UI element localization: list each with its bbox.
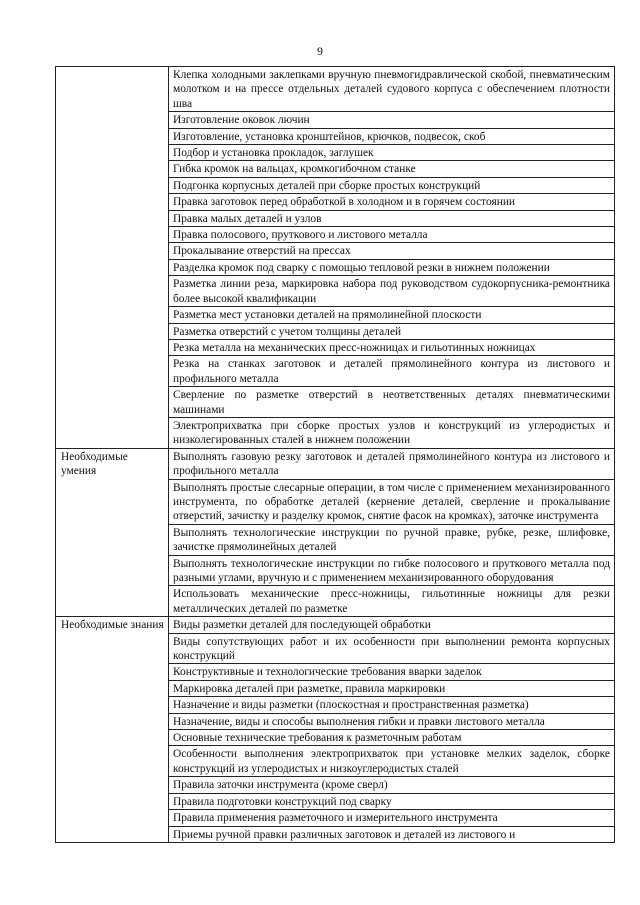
requirement-item: Разметка отверстий с учетом толщины деталей [169,323,615,339]
requirement-item: Гибка кромок на вальцах, кромкогибочном станке [169,161,615,177]
requirement-item: Правка полосового, пруткового и листового металла [169,227,615,243]
requirement-item: Основные технические требования к разметочным работам [169,730,615,746]
requirement-item: Изготовление, установка кронштейнов, крючков, подвесок, скоб [169,128,615,144]
requirement-item: Правила применения разметочного и измерительного инструмента [169,810,615,826]
requirement-item: Виды сопутствующих работ и их особенности при выполнении ремонта корпусных конструкций [169,633,615,664]
requirement-item: Сверление по разметке отверстий в неответственных деталях пневматическими машинами [169,387,615,418]
requirement-item: Резка на станках заготовок и деталей прямолинейного контура из листового и профильного металла [169,356,615,387]
requirement-item: Правка заготовок перед обработкой в холодном и в горячем состоянии [169,194,615,210]
requirement-item: Прокалывание отверстий на прессах [169,243,615,259]
requirement-item: Правила подготовки конструкций под сварку [169,793,615,809]
table-row [56,617,615,633]
requirement-item: Выполнять газовую резку заготовок и деталей прямолинейного контура из листового и профильного металла [169,448,615,479]
requirement-item: Выполнять технологические инструкции по ручной правке, рубке, резке, шлифовке, зачисткe прямолинейных деталей [169,524,615,555]
requirement-item: Виды разметки деталей для последующей обработки [169,617,615,633]
requirement-item: Разметка мест установки деталей на прямолинейной плоскости [169,307,615,323]
table-row [56,67,615,112]
competency-table [55,66,615,843]
requirement-item: Электроприхватка при сборке простых узлов и конструкций из углеродистых и низколегированных сталей в нижнем положении [169,417,615,448]
section-label: Необходимые умения [56,448,169,616]
requirement-item: Особенности выполнения электроприхваток при установке мелких заделок, сборке конструкций из углеродистых и низкоуглеродистых сталей [169,746,615,777]
table-row [56,448,615,479]
requirement-item: Подгонка корпусных деталей при сборке простых конструкций [169,177,615,193]
requirement-item: Разделка кромок под сварку с помощью тепловой резки в нижнем положении [169,259,615,275]
requirement-item: Правка малых деталей и узлов [169,210,615,226]
section-label [56,67,169,449]
requirement-item: Подбор и установка прокладок, заглушек [169,145,615,161]
requirement-item: Назначение, виды и способы выполнения гибки и правки листового металла [169,713,615,729]
requirement-item: Разметка линии реза, маркировка набора под руководством судокорпусника-ремонтника более высокой квалификации [169,276,615,307]
requirement-item: Назначение и виды разметки (плоскостная и пространственная разметка) [169,697,615,713]
requirement-item: Резка металла на механических пресс-ножницах и гильотинных ножницах [169,339,615,355]
requirement-item: Клепка холодными заклепками вручную пневмогидравлической скобой, пневматическим молотком и на прессе отдельных деталей судового корпуса с обеспечением плотности шва [169,67,615,112]
requirement-item: Приемы ручной правки различных заготовок и деталей из листового и [169,826,615,842]
section-label: Необходимые знания [56,617,169,843]
requirement-item: Использовать механические пресс-ножницы, гильотинные ножницы для резки металлических деталей по разметке [169,586,615,617]
requirement-item: Выполнять простые слесарные операции, в том числе с применением механизированного инструмента, по обработке деталей (кернение деталей, сверление и прокалывание отверстий, зачистку и разделку кромок, снятие фасок на кромках), заточке инструмента [169,479,615,524]
requirement-item: Маркировка деталей при разметке, правила маркировки [169,680,615,696]
requirement-item: Изготовление оковок лючин [169,112,615,128]
requirement-item: Выполнять технологические инструкции по гибке полосового и пруткового металла под разными углами, вручную и с применением механизированного оборудования [169,555,615,586]
requirement-item: Правила заточки инструмента (кроме сверл) [169,777,615,793]
page-number: 9 [317,44,323,58]
requirement-item: Конструктивные и технологические требования вварки заделок [169,664,615,680]
competency-table-body [56,67,615,843]
